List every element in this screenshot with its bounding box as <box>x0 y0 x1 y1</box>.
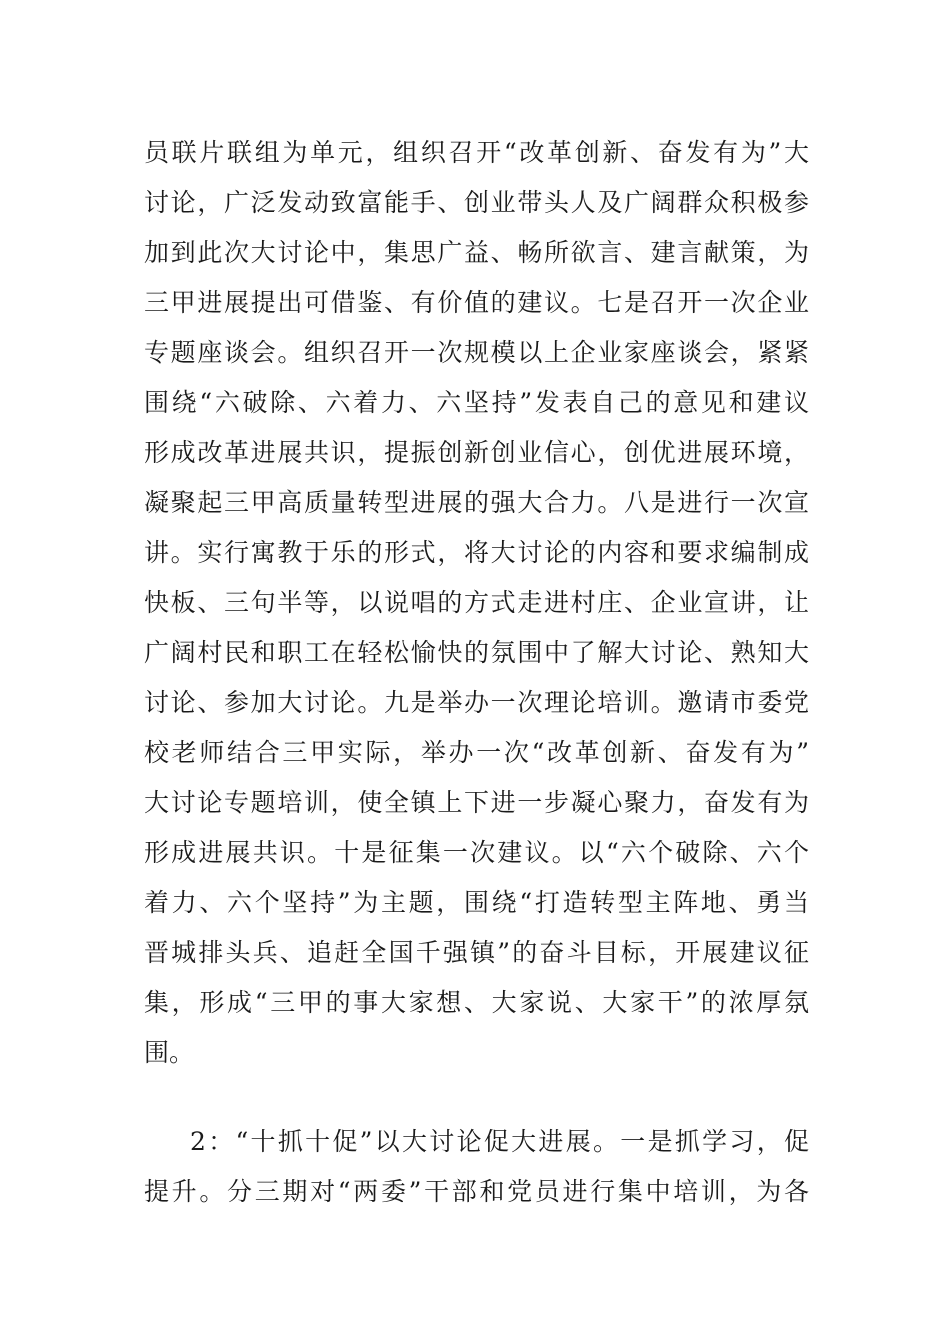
paragraph-line: 快板、三句半等，以说唱的方式走进村庄、企业宣讲，让 <box>144 588 809 617</box>
paragraph-line: 三甲进展提出可借鉴、有价值的建议。七是召开一次企业 <box>144 288 809 317</box>
paragraph-line: 员联片联组为单元，组织召开“改革创新、奋发有为”大 <box>144 138 809 167</box>
paragraph-line: 大讨论专题培训，使全镇上下进一步凝心聚力，奋发有为 <box>144 788 809 817</box>
paragraph-line: 集，形成“三甲的事大家想、大家说、大家干”的浓厚氛 <box>144 988 809 1017</box>
paragraph-line: 校老师结合三甲实际，举办一次“改革创新、奋发有为” <box>144 738 809 767</box>
paragraph-line: 围。 <box>144 1038 195 1067</box>
paragraph-line: 2：“十抓十促”以大讨论促大进展。一是抓学习，促 <box>190 1127 809 1156</box>
paragraph-line: 提升。分三期对“两委”干部和党员进行集中培训，为各 <box>144 1177 809 1206</box>
paragraph-line: 加到此次大讨论中，集思广益、畅所欲言、建言献策，为 <box>144 238 809 267</box>
paragraph-line: 围绕“六破除、六着力、六坚持”发表自己的意见和建议 <box>144 388 809 417</box>
body-paragraph-2 <box>144 1117 809 1217</box>
paragraph-line: 晋城排头兵、追赶全国千强镇”的奋斗目标，开展建议征 <box>144 938 809 967</box>
paragraph-line: 专题座谈会。组织召开一次规模以上企业家座谈会，紧紧 <box>144 338 809 367</box>
paragraph-line: 讨论，广泛发动致富能手、创业带头人及广阔群众积极参 <box>144 188 809 217</box>
paragraph-line: 形成进展共识。十是征集一次建议。以“六个破除、六个 <box>144 838 809 867</box>
paragraph-line: 凝聚起三甲高质量转型进展的强大合力。八是进行一次宣 <box>144 488 809 517</box>
paragraph-line: 广阔村民和职工在轻松愉快的氛围中了解大讨论、熟知大 <box>144 638 809 667</box>
paragraph-line: 着力、六个坚持”为主题，围绕“打造转型主阵地、勇当 <box>144 888 809 917</box>
paragraph-line: 讲。实行寓教于乐的形式，将大讨论的内容和要求编制成 <box>144 538 809 567</box>
body-paragraph-1 <box>144 128 809 1078</box>
paragraph-line: 形成改革进展共识，提振创新创业信心，创优进展环境， <box>144 438 809 467</box>
paragraph-line: 讨论、参加大讨论。九是举办一次理论培训。邀请市委党 <box>144 688 809 717</box>
